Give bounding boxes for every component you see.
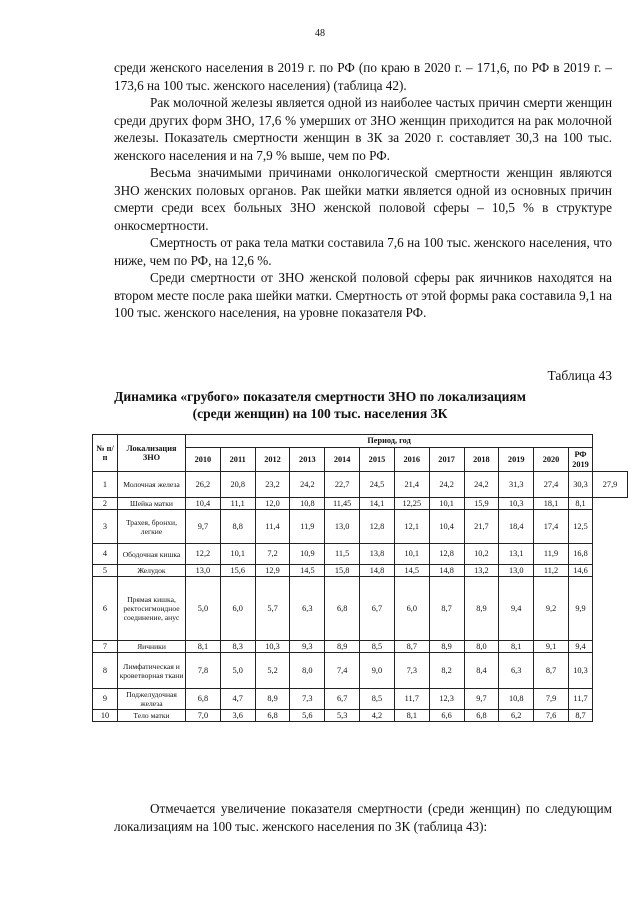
table-title-line: (среди женщин) на 100 тыс. населения ЗК [192, 406, 448, 421]
paragraph: Смертность от рака тела матки составила 7,6 на 100 тыс. женского населения, что ниже, чем по РФ, на 12,6 %. [114, 235, 612, 268]
cell-value: 9,1 [534, 641, 569, 653]
header-year: 2014 [325, 448, 360, 472]
cell-value: 31,3 [499, 472, 534, 498]
cell-value: 14,8 [429, 565, 464, 577]
table-number: Таблица 43 [547, 368, 612, 383]
cell-value: 7,3 [290, 689, 325, 710]
cell-value: 10,3 [568, 653, 592, 689]
header-year: 2012 [255, 448, 290, 472]
cell-localization: Шейка матки [118, 498, 186, 510]
cell-value: 13,1 [499, 544, 534, 565]
cell-value: 7,4 [325, 653, 360, 689]
paragraph: Весьма значимыми причинами онкологической смертности женщин являются ЗНО женских половых органов. Рак шейки матки является одной из основных причин смерти среди всех больных ЗНО женской половой сферы – 10,5 % в структуре онкосмертности. [114, 165, 612, 233]
cell-value: 10,8 [290, 498, 325, 510]
header-year: 2017 [429, 448, 464, 472]
cell-value: 6,7 [325, 689, 360, 710]
data-table [92, 434, 628, 722]
cell-number: 9 [93, 689, 118, 710]
table-title [100, 388, 540, 422]
cell-value: 6,8 [464, 710, 499, 722]
header-period: Период, год [186, 435, 593, 448]
cell-value: 10,4 [186, 498, 221, 510]
cell-value: 5,7 [255, 577, 290, 641]
cell-value: 6,8 [255, 710, 290, 722]
cell-value: 9,9 [568, 577, 592, 641]
cell-value: 11,2 [534, 565, 569, 577]
cell-number: 1 [93, 472, 118, 498]
cell-value: 9,4 [499, 577, 534, 641]
cell-value: 22,7 [325, 472, 360, 498]
cell-value: 5,2 [255, 653, 290, 689]
cell-value: 11,9 [290, 510, 325, 544]
cell-value: 11,45 [325, 498, 360, 510]
cell-value: 21,4 [394, 472, 429, 498]
cell-value: 12,3 [429, 689, 464, 710]
cell-value: 8,9 [429, 641, 464, 653]
cell-value: 12,0 [255, 498, 290, 510]
table-row [93, 641, 628, 653]
cell-value: 8,2 [429, 653, 464, 689]
cell-number: 4 [93, 544, 118, 565]
cell-value: 24,2 [464, 472, 499, 498]
cell-value: 8,7 [568, 710, 592, 722]
cell-value: 11,5 [325, 544, 360, 565]
cell-value: 12,25 [394, 498, 429, 510]
cell-value: 4,7 [220, 689, 255, 710]
cell-value: 17,4 [534, 510, 569, 544]
cell-value: 24,2 [290, 472, 325, 498]
cell-value: 10,3 [255, 641, 290, 653]
paragraph: Рак молочной железы является одной из наиболее частых причин смерти женщин среди других форм ЗНО, 17,6 % умерших от ЗНО женщин приходится на рак молочной железы. Показатель смертности женщин в ЗК за 2020 г. составляет 30,3 на 100 тыс. женского населения и на 7,9 % выше, чем по РФ. [114, 95, 612, 163]
cell-value: 11,7 [394, 689, 429, 710]
cell-value: 13,0 [499, 565, 534, 577]
cell-value: 8,9 [325, 641, 360, 653]
table-row [93, 577, 628, 641]
cell-value: 8,7 [429, 577, 464, 641]
cell-number: 5 [93, 565, 118, 577]
cell-value: 9,2 [534, 577, 569, 641]
cell-value: 10,1 [220, 544, 255, 565]
table-row [93, 653, 628, 689]
cell-value: 8,1 [568, 498, 592, 510]
cell-value: 6,0 [220, 577, 255, 641]
cell-value: 8,4 [464, 653, 499, 689]
cell-value: 14,5 [394, 565, 429, 577]
cell-value: 10,2 [464, 544, 499, 565]
cell-value: 10,8 [499, 689, 534, 710]
cell-value: 11,4 [255, 510, 290, 544]
table-row [93, 710, 628, 722]
cell-value: 8,9 [255, 689, 290, 710]
cell-localization: Трахея, бронхи, легкие [118, 510, 186, 544]
cell-value: 13,0 [325, 510, 360, 544]
cell-value: 13,2 [464, 565, 499, 577]
cell-value: 30,3 [568, 472, 592, 498]
cell-value: 15,9 [464, 498, 499, 510]
cell-value: 10,1 [429, 498, 464, 510]
cell-localization: Ободочная кишка [118, 544, 186, 565]
cell-value: 9,0 [360, 653, 395, 689]
cell-value: 18,4 [499, 510, 534, 544]
cell-localization: Тело матки [118, 710, 186, 722]
cell-value: 5,0 [186, 577, 221, 641]
cell-value: 14,8 [360, 565, 395, 577]
cell-localization: Прямая кишка, ректосигмоидное соединение, анус [118, 577, 186, 641]
cell-value: 23,2 [255, 472, 290, 498]
header-year: 2011 [220, 448, 255, 472]
cell-value: 27,4 [534, 472, 569, 498]
cell-number: 10 [93, 710, 118, 722]
header-year: 2018 [464, 448, 499, 472]
cell-number: 8 [93, 653, 118, 689]
header-year: 2013 [290, 448, 325, 472]
cell-localization: Яичники [118, 641, 186, 653]
cell-value: 14,6 [568, 565, 592, 577]
cell-value: 12,8 [429, 544, 464, 565]
cell-value: 7,8 [186, 653, 221, 689]
cell-value: 7,6 [534, 710, 569, 722]
cell-value: 10,1 [394, 544, 429, 565]
cell-value: 8,0 [290, 653, 325, 689]
cell-value: 12,5 [568, 510, 592, 544]
cell-value: 26,2 [186, 472, 221, 498]
cell-value: 15,8 [325, 565, 360, 577]
cell-value: 8,7 [394, 641, 429, 653]
header-num: № п/п [93, 435, 118, 472]
cell-localization: Лимфатическая и кроветворная ткани [118, 653, 186, 689]
header-year: 2016 [394, 448, 429, 472]
table-row [93, 498, 628, 510]
cell-value: 6,6 [429, 710, 464, 722]
cell-value: 11,9 [534, 544, 569, 565]
cell-value: 10,3 [499, 498, 534, 510]
cell-value: 13,0 [186, 565, 221, 577]
table-row [93, 472, 628, 498]
cell-value: 14,1 [360, 498, 395, 510]
cell-value: 13,8 [360, 544, 395, 565]
cell-value: 27,9 [593, 472, 628, 498]
cell-number: 2 [93, 498, 118, 510]
cell-number: 7 [93, 641, 118, 653]
cell-localization: Поджелудочная железа [118, 689, 186, 710]
page-number: 48 [315, 28, 325, 39]
cell-value: 8,1 [394, 710, 429, 722]
cell-value: 9,7 [186, 510, 221, 544]
cell-value: 7,9 [534, 689, 569, 710]
cell-value: 7,2 [255, 544, 290, 565]
table-row [93, 689, 628, 710]
cell-value: 24,5 [360, 472, 395, 498]
header-year: 2020 [534, 448, 569, 472]
cell-value: 24,2 [429, 472, 464, 498]
cell-value: 10,4 [429, 510, 464, 544]
body-text [114, 59, 612, 322]
paragraph: Среди смертности от ЗНО женской половой сферы рак яичников находятся на втором месте после рака шейки матки. Смертность от этой формы рака составила 9,1 на 100 тыс. женского населения, на уровне показателя РФ. [114, 270, 612, 320]
cell-value: 18,1 [534, 498, 569, 510]
cell-value: 6,0 [394, 577, 429, 641]
cell-value: 8,8 [220, 510, 255, 544]
header-year: 2019 [499, 448, 534, 472]
cell-localization: Молочная железа [118, 472, 186, 498]
cell-value: 7,0 [186, 710, 221, 722]
cell-value: 12,1 [394, 510, 429, 544]
cell-value: 9,3 [290, 641, 325, 653]
cell-value: 6,3 [290, 577, 325, 641]
cell-value: 11,7 [568, 689, 592, 710]
cell-value: 8,1 [186, 641, 221, 653]
table-body [93, 472, 628, 722]
cell-value: 4,2 [360, 710, 395, 722]
cell-number: 6 [93, 577, 118, 641]
cell-value: 10,9 [290, 544, 325, 565]
cell-value: 8,7 [534, 653, 569, 689]
cell-value: 6,2 [499, 710, 534, 722]
cell-value: 6,7 [360, 577, 395, 641]
cell-value: 7,3 [394, 653, 429, 689]
table-title-line: Динамика «грубого» показателя смертности ЗНО по локализациям [114, 389, 526, 404]
header-rf-2019: РФ 2019 [568, 448, 592, 472]
cell-number: 3 [93, 510, 118, 544]
cell-value: 15,6 [220, 565, 255, 577]
header-year: 2015 [360, 448, 395, 472]
cell-value: 6,8 [325, 577, 360, 641]
after-text [114, 800, 612, 835]
cell-value: 5,6 [290, 710, 325, 722]
cell-value: 8,3 [220, 641, 255, 653]
table-row [93, 544, 628, 565]
header-year: 2010 [186, 448, 221, 472]
cell-localization: Желудок [118, 565, 186, 577]
table-row [93, 510, 628, 544]
header-localization: Локализация ЗНО [118, 435, 186, 472]
table-row [93, 565, 628, 577]
cell-value: 8,5 [360, 689, 395, 710]
cell-value: 6,3 [499, 653, 534, 689]
cell-value: 6,8 [186, 689, 221, 710]
cell-value: 12,2 [186, 544, 221, 565]
cell-value: 9,7 [464, 689, 499, 710]
cell-value: 3,6 [220, 710, 255, 722]
cell-value: 20,8 [220, 472, 255, 498]
cell-value: 8,1 [499, 641, 534, 653]
cell-value: 5,0 [220, 653, 255, 689]
cell-value: 5,3 [325, 710, 360, 722]
cell-value: 8,9 [464, 577, 499, 641]
paragraph: Отмечается увеличение показателя смертности (среди женщин) по следующим локализациям на 100 тыс. женского населения по ЗК (таблица 43): [114, 801, 612, 834]
cell-value: 9,4 [568, 641, 592, 653]
paragraph: среди женского населения в 2019 г. по РФ (по краю в 2020 г. – 171,6, по РФ в 2019 г. – 173,6 на 100 тыс. женского населения) (таблица 42). [114, 60, 612, 93]
cell-value: 8,5 [360, 641, 395, 653]
cell-value: 16,8 [568, 544, 592, 565]
cell-value: 21,7 [464, 510, 499, 544]
cell-value: 12,8 [360, 510, 395, 544]
cell-value: 14,5 [290, 565, 325, 577]
cell-value: 8,0 [464, 641, 499, 653]
cell-value: 11,1 [220, 498, 255, 510]
cell-value: 12,9 [255, 565, 290, 577]
